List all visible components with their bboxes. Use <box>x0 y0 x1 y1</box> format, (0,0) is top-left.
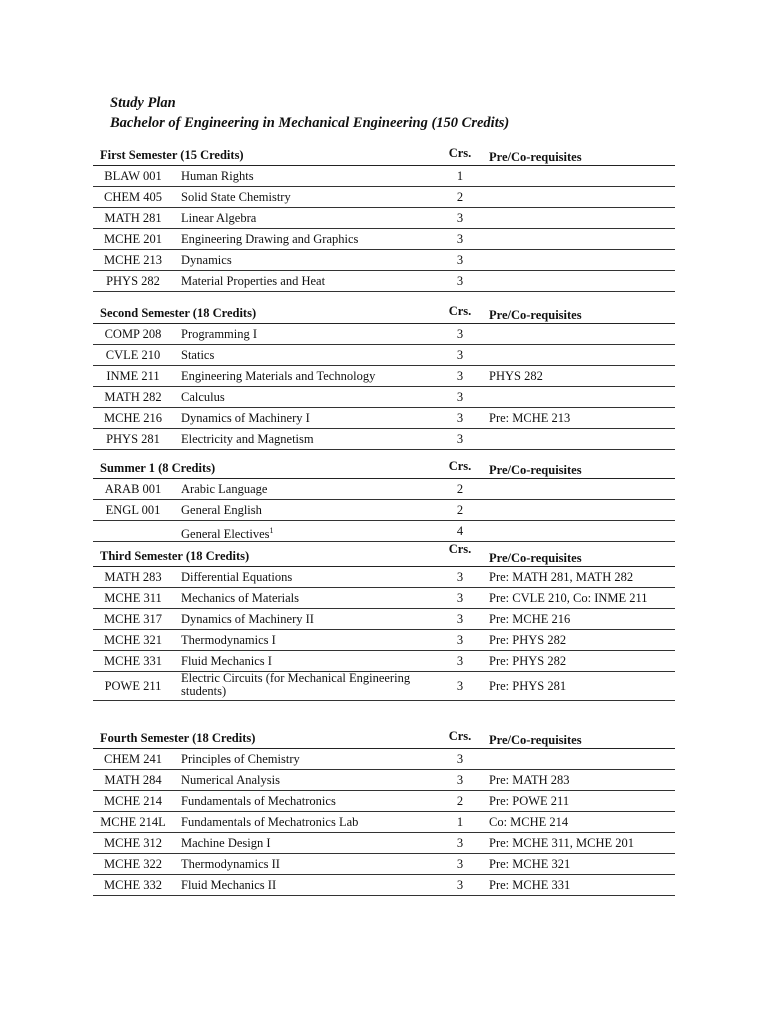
course-code: PHYS 281 <box>106 432 160 446</box>
course-prerequisites: Pre: POWE 211 <box>489 794 570 808</box>
section-title: First Semester (15 Credits) <box>100 148 244 162</box>
prerequisites-column-header: Pre/Co-requisites <box>489 150 582 164</box>
course-name: Thermodynamics I <box>181 633 276 647</box>
course-credits: 3 <box>456 633 464 647</box>
course-name: Mechanics of Materials <box>181 591 300 605</box>
course-code: ENGL 001 <box>105 503 161 517</box>
course-code: MATH 283 <box>104 570 162 584</box>
course-row <box>93 833 675 854</box>
course-prerequisites: Pre: PHYS 282 <box>489 654 567 668</box>
course-row <box>93 366 675 387</box>
course-code: PHYS 282 <box>106 274 160 288</box>
section-title: Third Semester (18 Credits) <box>100 549 250 563</box>
section-4 <box>93 542 675 701</box>
course-row <box>93 324 675 345</box>
course-name: Machine Design I <box>181 836 271 850</box>
course-credits: 3 <box>456 570 464 584</box>
course-row <box>93 500 675 521</box>
section-3 <box>93 457 675 542</box>
course-name: General English <box>181 503 262 517</box>
course-row <box>93 651 675 672</box>
section-title: Second Semester (18 Credits) <box>100 306 257 320</box>
course-credits: 2 <box>456 190 464 204</box>
title-line-2: Bachelor of Engineering in Mechanical Engineering (150 Credits) <box>110 115 510 131</box>
course-name: Dynamics <box>181 253 232 267</box>
course-row <box>93 187 675 208</box>
course-credits: 3 <box>456 432 464 446</box>
course-name: Electric Circuits (for Mechanical Engineering students) <box>181 671 411 698</box>
course-code: CHEM 241 <box>104 752 162 766</box>
course-prerequisites: Pre: PHYS 282 <box>489 633 567 647</box>
course-code: MATH 281 <box>104 211 162 225</box>
course-credits: 3 <box>456 411 464 425</box>
course-prerequisites: Pre: MCHE 321 <box>489 857 571 871</box>
course-row <box>93 854 675 875</box>
course-credits: 3 <box>456 348 464 362</box>
course-credits: 3 <box>456 591 464 605</box>
course-row <box>93 770 675 791</box>
credits-column-header: Crs. <box>448 304 472 318</box>
course-row <box>93 345 675 366</box>
course-code: MCHE 317 <box>104 612 162 626</box>
course-credits: 3 <box>456 878 464 892</box>
course-name: Engineering Materials and Technology <box>181 369 376 383</box>
course-code: COMP 208 <box>104 327 162 341</box>
course-row <box>93 875 675 896</box>
course-credits: 2 <box>456 503 464 517</box>
course-prerequisites: Pre: MATH 283 <box>489 773 570 787</box>
section-5 <box>93 727 675 896</box>
course-row <box>93 630 675 651</box>
course-row <box>93 609 675 630</box>
course-code: MCHE 214L <box>100 815 166 829</box>
course-credits: 4 <box>456 524 464 538</box>
section-1 <box>93 144 675 292</box>
section-header <box>93 302 675 324</box>
course-code: MCHE 311 <box>104 591 162 605</box>
course-credits: 2 <box>456 482 464 496</box>
course-name: Programming I <box>181 327 258 341</box>
course-row <box>93 229 675 250</box>
course-prerequisites: Pre: MCHE 216 <box>489 612 571 626</box>
course-credits: 3 <box>456 327 464 341</box>
course-name: Solid State Chemistry <box>181 190 291 204</box>
course-code: MCHE 312 <box>104 836 162 850</box>
course-code: POWE 211 <box>104 679 162 693</box>
course-row <box>93 521 675 542</box>
course-prerequisites: PHYS 282 <box>489 369 543 383</box>
course-row <box>93 588 675 609</box>
course-code: MCHE 331 <box>104 654 162 668</box>
course-row <box>93 812 675 833</box>
course-code: MCHE 322 <box>104 857 162 871</box>
course-name: Arabic Language <box>181 482 268 496</box>
section-title: Summer 1 (8 Credits) <box>100 461 216 475</box>
course-credits: 1 <box>456 169 464 183</box>
course-name: Fundamentals of Mechatronics <box>181 794 336 808</box>
section-header <box>93 457 675 479</box>
document-title <box>110 93 509 133</box>
title-line-1: Study Plan <box>110 95 176 111</box>
section-header <box>93 144 675 166</box>
course-name: Fundamentals of Mechatronics Lab <box>181 815 359 829</box>
course-code: MATH 282 <box>104 390 162 404</box>
credits-column-header: Crs. <box>448 146 472 160</box>
section-title: Fourth Semester (18 Credits) <box>100 731 256 745</box>
course-name: Dynamics of Machinery I <box>181 411 310 425</box>
prerequisites-column-header: Pre/Co-requisites <box>489 733 582 747</box>
section-header <box>93 727 675 749</box>
course-code: MCHE 332 <box>104 878 162 892</box>
course-code: ARAB 001 <box>104 482 162 496</box>
course-prerequisites: Pre: MATH 281, MATH 282 <box>489 570 634 584</box>
course-code: MCHE 216 <box>104 411 162 425</box>
course-credits: 3 <box>456 211 464 225</box>
course-name: Calculus <box>181 390 225 404</box>
credits-column-header: Crs. <box>448 729 472 743</box>
course-code: MCHE 213 <box>104 253 162 267</box>
course-code <box>93 521 173 541</box>
course-credits: 3 <box>456 773 464 787</box>
course-prerequisites: Pre: MCHE 331 <box>489 878 571 892</box>
course-name: Thermodynamics II <box>181 857 280 871</box>
course-name: Dynamics of Machinery II <box>181 612 314 626</box>
prerequisites-column-header: Pre/Co-requisites <box>489 308 582 322</box>
prerequisites-column-header: Pre/Co-requisites <box>489 551 582 565</box>
course-credits: 1 <box>456 815 464 829</box>
course-code: MATH 284 <box>104 773 162 787</box>
course-code: CVLE 210 <box>105 348 161 362</box>
course-row <box>93 166 675 187</box>
course-name: Engineering Drawing and Graphics <box>181 232 359 246</box>
course-row <box>93 791 675 812</box>
course-code: MCHE 321 <box>104 633 162 647</box>
prerequisites-column-header: Pre/Co-requisites <box>489 463 582 477</box>
course-prerequisites: Pre: MCHE 213 <box>489 411 571 425</box>
section-header <box>93 542 675 567</box>
course-credits: 3 <box>456 612 464 626</box>
course-row <box>93 387 675 408</box>
credits-column-header: Crs. <box>448 459 472 473</box>
course-credits: 3 <box>456 857 464 871</box>
course-credits: 3 <box>456 390 464 404</box>
course-row <box>93 429 675 450</box>
course-credits: 3 <box>456 274 464 288</box>
course-name: Principles of Chemistry <box>181 752 300 766</box>
course-row <box>93 672 675 701</box>
course-row <box>93 567 675 588</box>
course-credits: 3 <box>456 752 464 766</box>
course-name: Numerical Analysis <box>181 773 280 787</box>
course-prerequisites: Pre: PHYS 281 <box>489 679 567 693</box>
course-row <box>93 749 675 770</box>
course-name: Differential Equations <box>181 570 293 584</box>
course-credits: 2 <box>456 794 464 808</box>
course-row <box>93 479 675 500</box>
course-row <box>93 250 675 271</box>
footnote-marker: 1 <box>269 526 274 535</box>
course-name: Electricity and Magnetism <box>181 432 314 446</box>
course-row <box>93 208 675 229</box>
course-credits: 3 <box>456 232 464 246</box>
course-name: Fluid Mechanics II <box>181 878 277 892</box>
course-name: Statics <box>181 348 215 362</box>
course-code: CHEM 405 <box>104 190 162 204</box>
course-credits: 3 <box>456 836 464 850</box>
course-code: INME 211 <box>106 369 160 383</box>
course-code: MCHE 214 <box>104 794 162 808</box>
course-prerequisites: Co: MCHE 214 <box>489 815 569 829</box>
course-name: Fluid Mechanics I <box>181 654 272 668</box>
course-code: BLAW 001 <box>104 169 162 183</box>
course-code: MCHE 201 <box>104 232 162 246</box>
course-row <box>93 271 675 292</box>
section-2 <box>93 302 675 450</box>
course-name: Human Rights <box>181 169 254 183</box>
course-prerequisites: Pre: CVLE 210, Co: INME 211 <box>489 591 648 605</box>
course-row <box>93 408 675 429</box>
course-name: Linear Algebra <box>181 211 257 225</box>
course-credits: 3 <box>456 679 464 693</box>
course-name: Material Properties and Heat <box>181 274 326 288</box>
course-prerequisites: Pre: MCHE 311, MCHE 201 <box>489 836 635 850</box>
course-name: General Electives$^1$ <box>181 526 274 542</box>
course-credits: 3 <box>456 654 464 668</box>
credits-column-header: Crs. <box>448 542 472 556</box>
course-credits: 3 <box>456 253 464 267</box>
course-credits: 3 <box>456 369 464 383</box>
